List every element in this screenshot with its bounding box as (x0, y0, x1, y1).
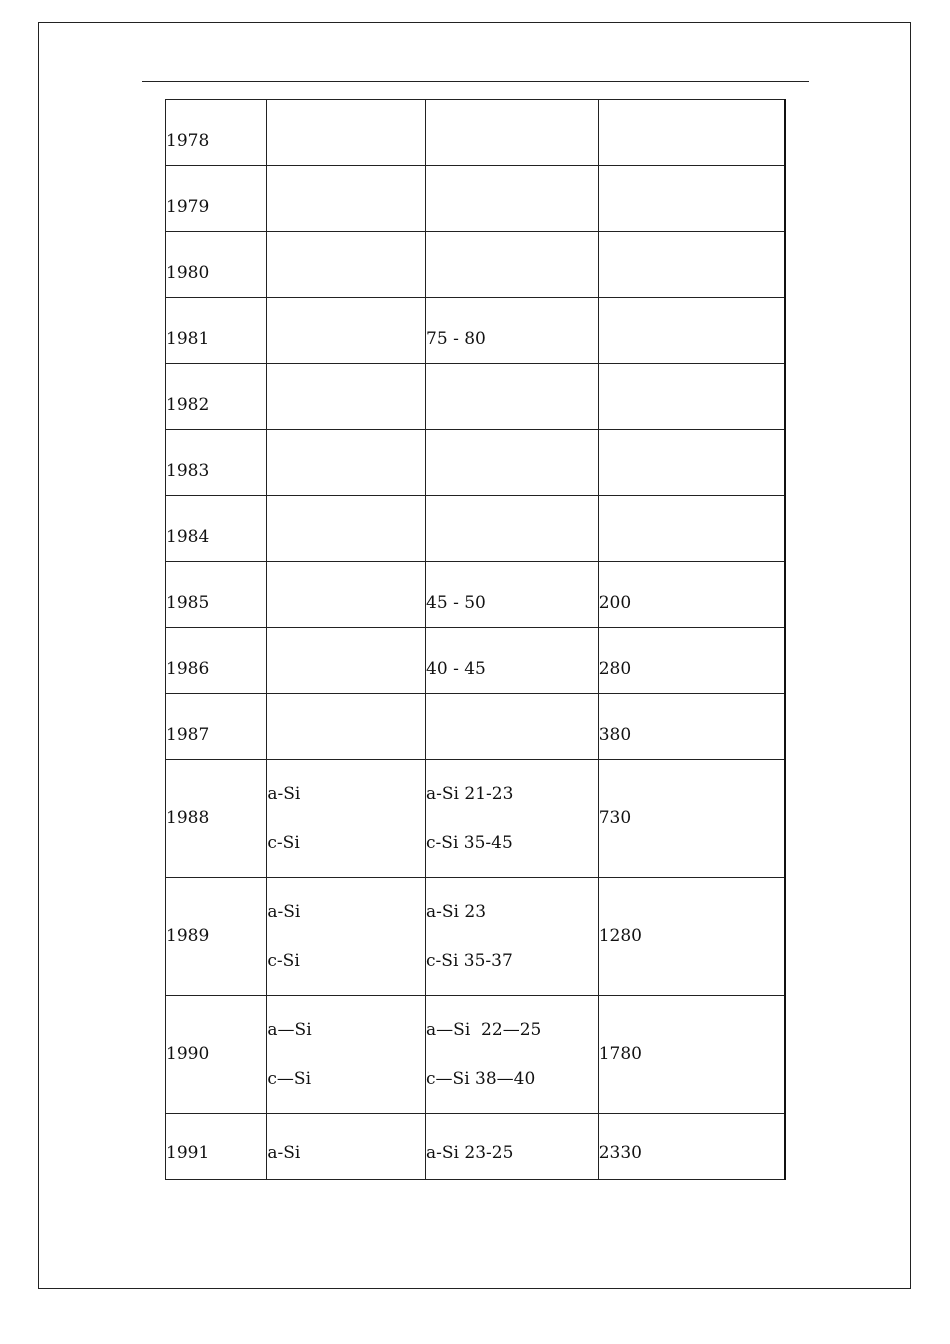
cell-type (267, 562, 426, 628)
year-cell-text: 1987 (166, 725, 210, 745)
year-cell-text: 1979 (166, 197, 210, 217)
table-row (166, 166, 786, 232)
cell-type-line: a-Si (267, 783, 301, 804)
cell-type (267, 232, 426, 298)
cell-efficiency (426, 430, 599, 496)
cell-efficiency (426, 364, 599, 430)
cell-efficiency (426, 878, 599, 996)
cell-type (267, 298, 426, 364)
cell-efficiency-line: 45 - 50 (426, 593, 486, 613)
cell-efficiency-line: c—Si 38—40 (426, 1068, 536, 1089)
year-cell (166, 430, 267, 496)
cell-efficiency-line: c-Si 35-45 (426, 832, 513, 853)
cell-efficiency (426, 100, 599, 166)
cell-type (267, 166, 426, 232)
cell-capacity (598, 298, 785, 364)
cell-type (267, 1114, 426, 1180)
year-cell (166, 562, 267, 628)
cell-type-line: c—Si (267, 1068, 312, 1089)
cell-capacity (598, 232, 785, 298)
cell-capacity (598, 364, 785, 430)
year-cell (166, 1114, 267, 1180)
cell-capacity (598, 628, 785, 694)
cell-type (267, 496, 426, 562)
cell-capacity-text: 380 (598, 725, 632, 745)
cell-capacity (598, 562, 785, 628)
cell-capacity (598, 996, 785, 1114)
cell-capacity (598, 1114, 785, 1180)
table-row (166, 996, 786, 1114)
year-cell-text: 1990 (166, 1044, 210, 1064)
year-cell (166, 496, 267, 562)
year-cell-text: 1984 (166, 527, 210, 547)
year-cell (166, 628, 267, 694)
table-row (166, 760, 786, 878)
year-cell-text: 1985 (166, 593, 210, 613)
cell-efficiency-line: a—Si 22—25 (426, 1019, 542, 1040)
year-cell-text: 1983 (166, 461, 210, 481)
cell-efficiency (426, 562, 599, 628)
cell-capacity-text: 200 (598, 593, 632, 613)
table-row (166, 232, 786, 298)
year-cell (166, 364, 267, 430)
year-cell-text: 1982 (166, 395, 210, 415)
year-cell-text: 1991 (166, 1143, 210, 1163)
cell-efficiency (426, 760, 599, 878)
table-row (166, 694, 786, 760)
year-cell (166, 100, 267, 166)
cell-type (267, 996, 426, 1114)
header-rule (142, 81, 809, 82)
cell-type-line: a-Si (267, 901, 301, 922)
year-cell-text: 1986 (166, 659, 210, 679)
cell-efficiency (426, 166, 599, 232)
cell-type (267, 364, 426, 430)
table-body (166, 100, 786, 1180)
table-row (166, 878, 786, 996)
cell-type (267, 694, 426, 760)
cell-capacity (598, 430, 785, 496)
table-row (166, 628, 786, 694)
cell-type (267, 100, 426, 166)
table-row (166, 496, 786, 562)
year-cell (166, 232, 267, 298)
cell-type-line: a—Si (267, 1019, 312, 1040)
cell-efficiency (426, 996, 599, 1114)
table-row (166, 1114, 786, 1180)
cell-efficiency (426, 1114, 599, 1180)
cell-efficiency (426, 298, 599, 364)
year-cell-text: 1980 (166, 263, 210, 283)
cell-efficiency-line: a-Si 21-23 (426, 783, 514, 804)
cell-capacity (598, 166, 785, 232)
cell-type (267, 430, 426, 496)
cell-efficiency-line: a-Si 23-25 (426, 1143, 514, 1163)
year-cell (166, 878, 267, 996)
cell-capacity-text: 2330 (598, 1143, 642, 1163)
cell-efficiency-line: c-Si 35-37 (426, 950, 513, 971)
year-cell-text: 1989 (166, 926, 210, 946)
cell-efficiency (426, 628, 599, 694)
table-row (166, 364, 786, 430)
cell-efficiency (426, 232, 599, 298)
year-cell-text: 1988 (166, 808, 210, 828)
cell-efficiency-line: 40 - 45 (426, 659, 486, 679)
table-row (166, 430, 786, 496)
cell-capacity (598, 694, 785, 760)
year-cell (166, 298, 267, 364)
cell-efficiency-line: a-Si 23 (426, 901, 487, 922)
year-cell (166, 166, 267, 232)
cell-type-line: a-Si (267, 1143, 301, 1163)
cell-type-line: c-Si (267, 950, 300, 971)
cell-efficiency (426, 496, 599, 562)
table-row (166, 562, 786, 628)
year-cell-text: 1978 (166, 131, 210, 151)
year-cell-text: 1981 (166, 329, 210, 349)
cell-type (267, 878, 426, 996)
table-row (166, 298, 786, 364)
table-row (166, 100, 786, 166)
cell-capacity (598, 878, 785, 996)
cell-capacity-text: 1780 (598, 1044, 642, 1064)
year-cell (166, 996, 267, 1114)
cell-type (267, 628, 426, 694)
cell-capacity (598, 496, 785, 562)
cell-efficiency (426, 694, 599, 760)
cell-capacity-text: 280 (598, 659, 632, 679)
data-table (165, 99, 786, 1180)
year-cell (166, 760, 267, 878)
cell-type-line: c-Si (267, 832, 300, 853)
cell-type (267, 760, 426, 878)
cell-capacity (598, 100, 785, 166)
cell-efficiency-line: 75 - 80 (426, 329, 486, 349)
year-cell (166, 694, 267, 760)
cell-capacity (598, 760, 785, 878)
cell-capacity-text: 1280 (598, 926, 642, 946)
cell-capacity-text: 730 (598, 808, 632, 828)
